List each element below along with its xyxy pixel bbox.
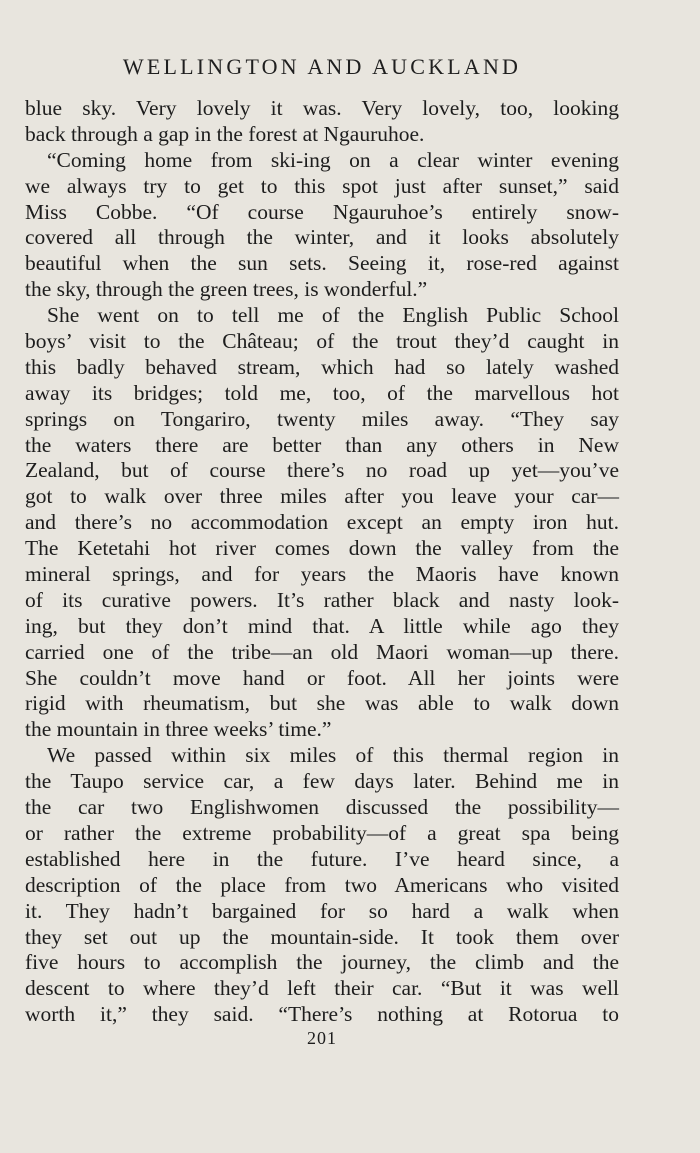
text-line: rigid with rheumatism, but she was able to walk down bbox=[25, 691, 619, 716]
text-line: the Taupo service car, a few days later. Behind me in bbox=[25, 769, 619, 794]
text-line: it. They hadn’t bargained for so hard a walk when bbox=[25, 898, 619, 923]
text-line: five hours to accomplish the journey, the climb and the bbox=[25, 950, 619, 975]
text-line: Miss Cobbe. “Of course Ngauruhoe’s entirely snow- bbox=[25, 199, 619, 224]
text-line: or rather the extreme probability—of a great spa being bbox=[25, 820, 619, 845]
text-line: The Ketetahi hot river comes down the valley from the bbox=[25, 536, 619, 561]
text-line: worth it,” they said. “There’s nothing at Rotorua to bbox=[25, 1002, 619, 1027]
text-line: descent to where they’d left their car. “But it was well bbox=[25, 976, 619, 1001]
text-line: She couldn’t move hand or foot. All her joints were bbox=[25, 665, 619, 690]
text-line: this badly behaved stream, which had so lately washed bbox=[25, 354, 619, 379]
text-line: established here in the future. I’ve heard since, a bbox=[25, 846, 619, 871]
text-line: the waters there are better than any others in New bbox=[25, 432, 619, 457]
text-line: back through a gap in the forest at Ngauruhoe. bbox=[25, 121, 425, 146]
text-line: beautiful when the sun sets. Seeing it, rose-red against bbox=[25, 251, 619, 276]
text-line: carried one of the tribe—an old Maori woman—up there. bbox=[25, 639, 619, 664]
text-line: the mountain in three weeks’ time.” bbox=[25, 717, 332, 742]
text-line: they set out up the mountain-side. It took them over bbox=[25, 924, 619, 949]
text-line: got to walk over three miles after you leave your car— bbox=[25, 484, 619, 509]
text-line: and there’s no accommodation except an empty iron hut. bbox=[25, 510, 619, 535]
text-line: We passed within six miles of this thermal region in bbox=[47, 743, 619, 768]
text-line: “Coming home from ski-ing on a clear winter evening bbox=[47, 147, 619, 172]
text-line: description of the place from two Americans who visited bbox=[25, 872, 619, 897]
text-line: ing, but they don’t mind that. A little while ago they bbox=[25, 613, 619, 638]
text-line: Zealand, but of course there’s no road up yet—you’ve bbox=[25, 458, 619, 483]
text-line: mineral springs, and for years the Maoris have known bbox=[25, 562, 619, 587]
text-line: covered all through the winter, and it looks absolutely bbox=[25, 225, 619, 250]
running-head: WELLINGTON AND AUCKLAND bbox=[122, 54, 522, 79]
text-line: of its curative powers. It’s rather black and nasty look- bbox=[25, 587, 619, 612]
text-line: blue sky. Very lovely it was. Very lovely, too, looking bbox=[25, 96, 619, 120]
text-line: She went on to tell me of the English Public School bbox=[47, 303, 619, 328]
text-line: boys’ visit to the Château; of the trout they’d caught in bbox=[25, 329, 619, 354]
text-line: we always try to get to this spot just after sunset,” said bbox=[25, 173, 619, 198]
body-text bbox=[25, 96, 619, 1028]
text-line: springs on Tongariro, twenty miles away. “They say bbox=[25, 406, 619, 431]
page-number: 201 bbox=[307, 1028, 337, 1048]
text-line: the sky, through the green trees, is wonderful.” bbox=[25, 277, 428, 302]
text-line: the car two Englishwomen discussed the possibility— bbox=[25, 795, 619, 820]
text-line: away its bridges; told me, too, of the marvellous hot bbox=[25, 380, 619, 405]
